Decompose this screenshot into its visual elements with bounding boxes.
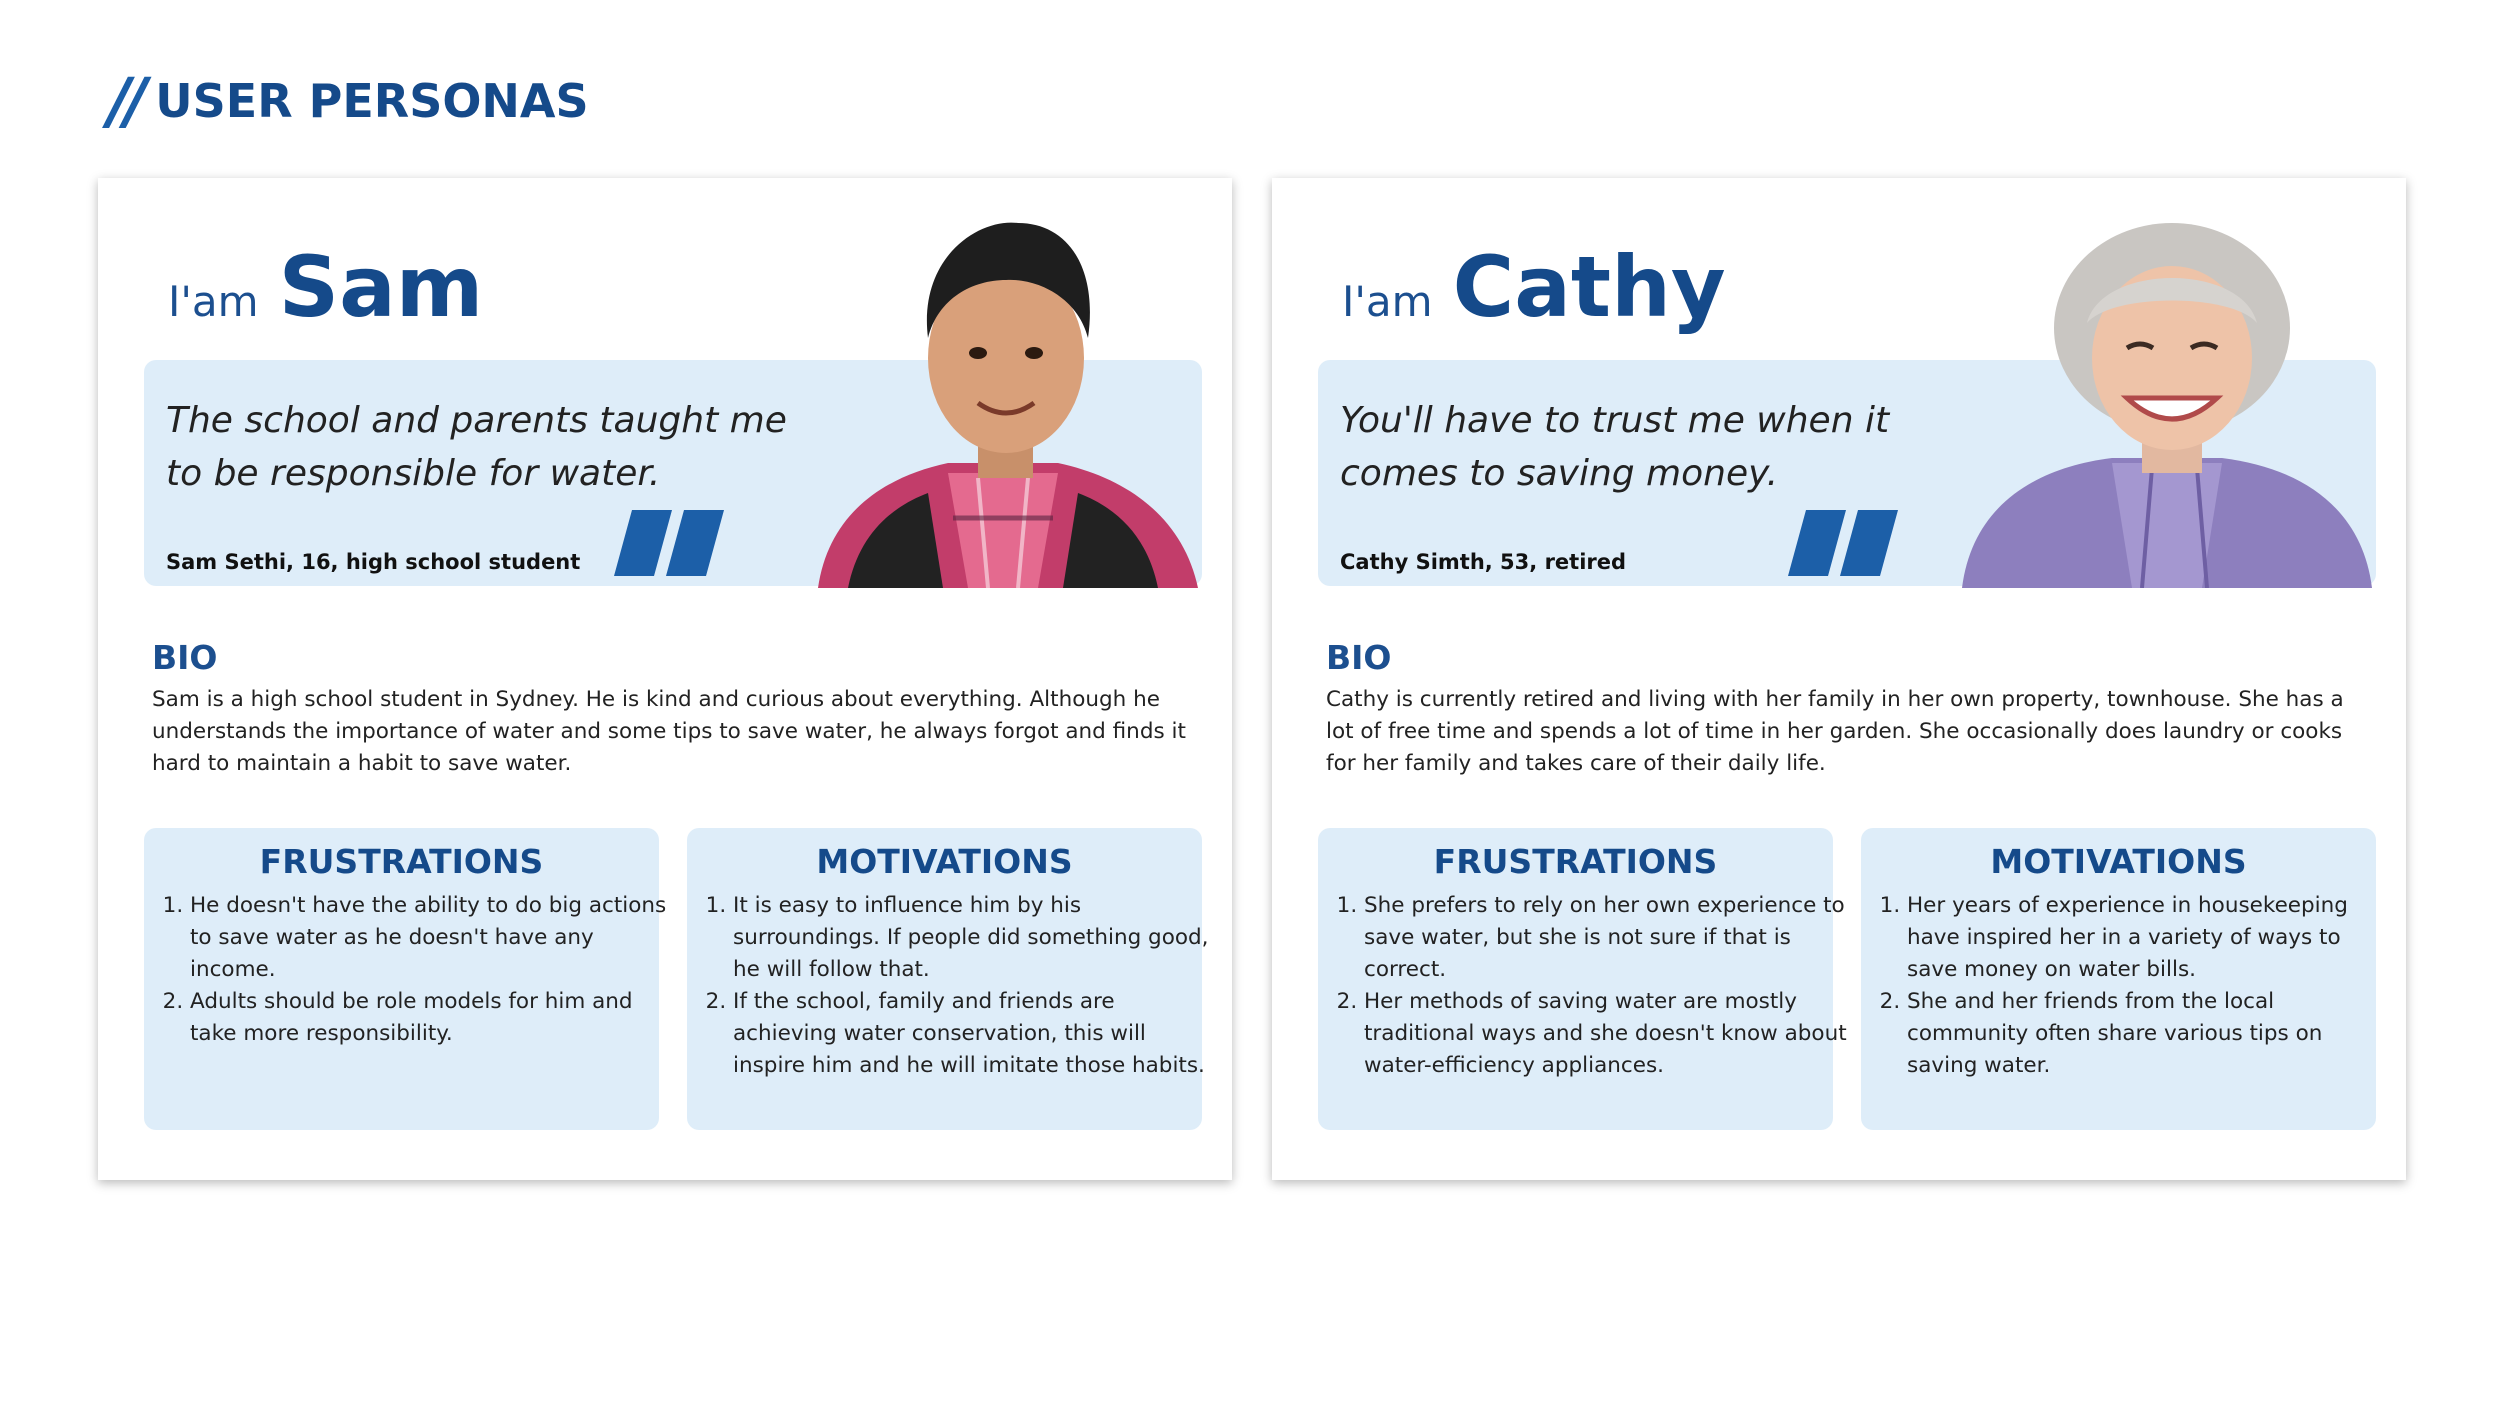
list-item: 1. It is easy to influence him by his surroundings. If people did something good, he will follow that. bbox=[733, 890, 1218, 986]
iam-label: I'am bbox=[168, 277, 259, 326]
frustrations-list bbox=[158, 890, 675, 1050]
persona-heading bbox=[1342, 238, 1726, 336]
persona-quote: The school and parents taught me to be responsible for water. bbox=[166, 400, 787, 494]
frustrations-list bbox=[1332, 890, 1849, 1082]
list-item: 1. She prefers to rely on her own experience to save water, but she is not sure if that is correct. bbox=[1364, 890, 1849, 986]
persona-name: Cathy bbox=[1452, 238, 1726, 336]
frustrations-heading: FRUSTRATIONS bbox=[1433, 842, 1718, 881]
bio-heading: BIO bbox=[1326, 638, 1392, 677]
page-title: USER PERSONAS bbox=[155, 74, 589, 128]
quote-mark-icon bbox=[1788, 510, 1908, 576]
motivations-heading: MOTIVATIONS bbox=[1990, 842, 2247, 881]
header-slashes: // bbox=[108, 64, 142, 137]
bio-text: Cathy is currently retired and living with her family in her own property, townhouse. She has a lot of free time and spends a lot of time in her garden. She occasionally does laundry or cooks for her family and takes care of their daily life. bbox=[1326, 687, 2344, 776]
bio-heading: BIO bbox=[152, 638, 218, 677]
persona-photo-cathy bbox=[1922, 218, 2392, 588]
motivations-list bbox=[1875, 890, 2392, 1082]
list-item: 2. She and her friends from the local community often share various tips on saving water. bbox=[1907, 986, 2392, 1082]
quote-mark-icon bbox=[614, 510, 734, 576]
page-header bbox=[108, 64, 589, 137]
list-item: 1. Her years of experience in housekeeping have inspired her in a variety of ways to save money on water bills. bbox=[1907, 890, 2392, 986]
persona-heading bbox=[168, 238, 483, 336]
list-item: 2. Adults should be role models for him and take more responsibility. bbox=[190, 986, 675, 1050]
iam-label: I'am bbox=[1342, 277, 1433, 326]
frustrations-panel bbox=[1318, 828, 1847, 1130]
frustrations-panel bbox=[144, 828, 667, 1130]
motivations-list bbox=[701, 890, 1218, 1082]
persona-quote: You'll have to trust me when it comes to saving money. bbox=[1340, 400, 1890, 494]
persona-author: Sam Sethi, 16, high school student bbox=[166, 550, 581, 574]
list-item: 2. If the school, family and friends are achieving water conservation, this will inspire him and he will imitate those habits. bbox=[733, 986, 1218, 1082]
motivations-panel bbox=[1861, 828, 2376, 1130]
persona-card-cathy bbox=[1272, 178, 2406, 1180]
frustrations-heading: FRUSTRATIONS bbox=[259, 842, 544, 881]
persona-photo-sam bbox=[788, 218, 1218, 588]
persona-card-sam bbox=[98, 178, 1232, 1180]
persona-author: Cathy Simth, 53, retired bbox=[1340, 550, 1627, 574]
motivations-panel bbox=[687, 828, 1209, 1130]
list-item: 1. He doesn't have the ability to do big actions to save water as he doesn't have any income. bbox=[190, 890, 675, 986]
bio-text: Sam is a high school student in Sydney. He is kind and curious about everything. Although he understands the importance of water and some tips to save water, he always forgot and finds it hard to maintain a habit to save water. bbox=[152, 687, 1186, 776]
motivations-heading: MOTIVATIONS bbox=[816, 842, 1073, 881]
persona-name: Sam bbox=[278, 238, 484, 336]
list-item: 2. Her methods of saving water are mostly traditional ways and she doesn't know about water-efficiency appliances. bbox=[1364, 986, 1849, 1082]
